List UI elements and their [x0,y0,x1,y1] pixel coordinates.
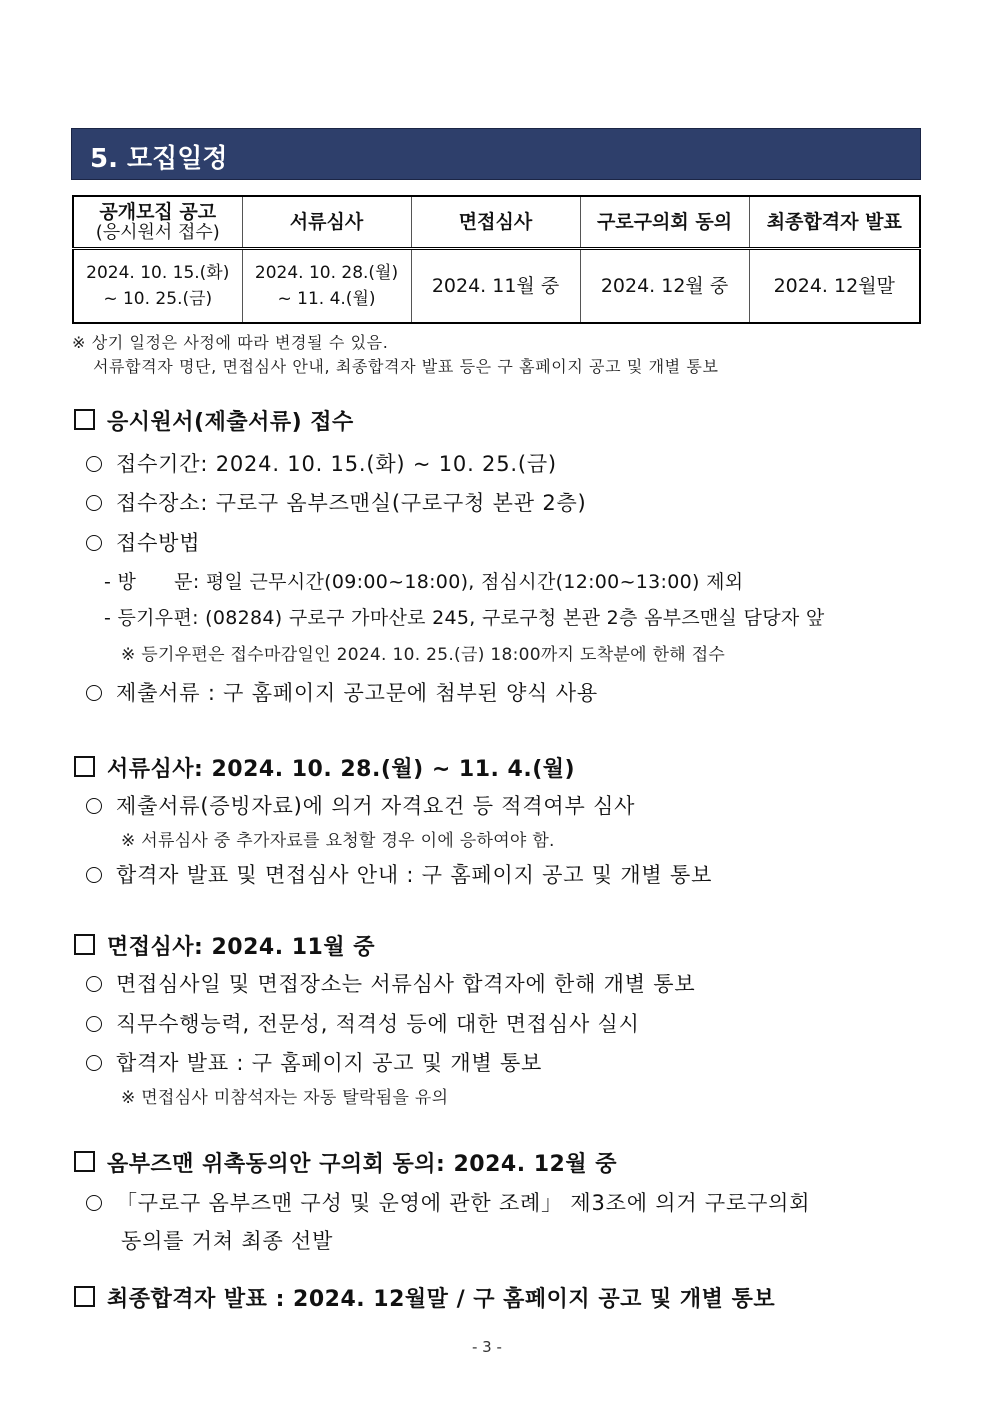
circle-bullet-icon [86,867,102,883]
circle-bullet-icon [86,798,102,814]
header-cell: 구로구의회 동의 [580,196,749,249]
circle-bullet-icon [86,685,102,701]
circle-bullet-icon [86,1016,102,1032]
table-cell: 2024. 11월 중 [411,249,580,324]
sub-item: - 방 문: 평일 근무시간(09:00~18:00), 점심시간(12:00~13:00) 제외 [104,571,744,593]
circle-bullet-icon [86,456,102,472]
page-number: - 3 - [472,1338,502,1356]
schedule-note: 서류합격자 명단, 면접심사 안내, 최종합격자 발표 등은 구 홈페이지 공고 및 개별 통보 [93,357,719,376]
schedule-note: ※ 상기 일정은 사정에 따라 변경될 수 있음. [72,333,389,352]
circle-bullet-icon [86,535,102,551]
circle-bullet-icon [86,1195,102,1211]
circle-bullet-icon [86,976,102,992]
table-cell: 2024. 10. 15.(화) ~ 10. 25.(금) [73,249,242,324]
bullet-item: 제출서류 : 구 홈페이지 공고문에 첨부된 양식 사용 [86,677,598,707]
sub-item: - 등기우편: (08284) 구로구 가마산로 245, 구로구청 본관 2층 옴부즈맨실 담당자 앞 [104,607,825,629]
header-cell: 공개모집 공고 (응시원서 접수) [73,196,242,249]
table-row [73,249,920,324]
bullet-item: 합격자 발표 및 면접심사 안내 : 구 홈페이지 공고 및 개별 통보 [86,859,712,889]
checkbox-square-icon [74,756,95,777]
header-cell: 서류심사 [242,196,411,249]
table-cell: 2024. 10. 28.(월) ~ 11. 4.(월) [242,249,411,324]
header-cell: 최종합격자 발표 [749,196,920,249]
table-cell: 2024. 12월말 [749,249,920,324]
bullet-item: 접수기간: 2024. 10. 15.(화) ~ 10. 25.(금) [86,448,557,478]
bullet-item: 제출서류(증빙자료)에 의거 자격요건 등 적격여부 심사 [86,790,635,820]
heading-document-review: 서류심사: 2024. 10. 28.(월) ~ 11. 4.(월) [74,752,575,783]
sub-note: ※ 서류심사 중 추가자료를 요청할 경우 이에 응하여야 함. [121,831,555,851]
heading-council-consent: 옴부즈맨 위촉동의안 구의회 동의: 2024. 12월 중 [74,1147,617,1178]
circle-bullet-icon [86,495,102,511]
circle-bullet-icon [86,1055,102,1071]
sub-note: ※ 면접심사 미참석자는 자동 탈락됨을 유의 [121,1088,449,1108]
checkbox-square-icon [74,409,95,430]
table-header-row [73,196,920,249]
schedule-table [72,195,921,324]
bullet-item: 접수방법 [86,527,200,557]
heading-application: 응시원서(제출서류) 접수 [74,405,354,436]
sub-note: ※ 등기우편은 접수마감일인 2024. 10. 25.(금) 18:00까지 도착분에 한해 접수 [121,645,726,665]
header-cell: 면접심사 [411,196,580,249]
bullet-item: 직무수행능력, 전문성, 적격성 등에 대한 면접심사 실시 [86,1008,640,1038]
bullet-item: 면접심사일 및 면접장소는 서류심사 합격자에 한해 개별 통보 [86,968,695,998]
checkbox-square-icon [74,1286,95,1307]
bullet-item: 「구로구 옴부즈맨 구성 및 운영에 관한 조례」 제3조에 의거 구로구의회 [86,1187,810,1217]
bullet-item: 접수장소: 구로구 옴부즈맨실(구로구청 본관 2층) [86,487,587,517]
heading-final-announcement: 최종합격자 발표 : 2024. 12월말 / 구 홈페이지 공고 및 개별 통보 [74,1282,775,1313]
heading-interview: 면접심사: 2024. 11월 중 [74,930,375,961]
section-title: 5. 모집일정 [90,144,228,174]
checkbox-square-icon [74,934,95,955]
section-header-bar [71,128,921,180]
bullet-item: 합격자 발표 : 구 홈페이지 공고 및 개별 통보 [86,1047,542,1077]
bullet-continuation: 동의를 거쳐 최종 선발 [121,1229,334,1253]
checkbox-square-icon [74,1151,95,1172]
table-cell: 2024. 12월 중 [580,249,749,324]
